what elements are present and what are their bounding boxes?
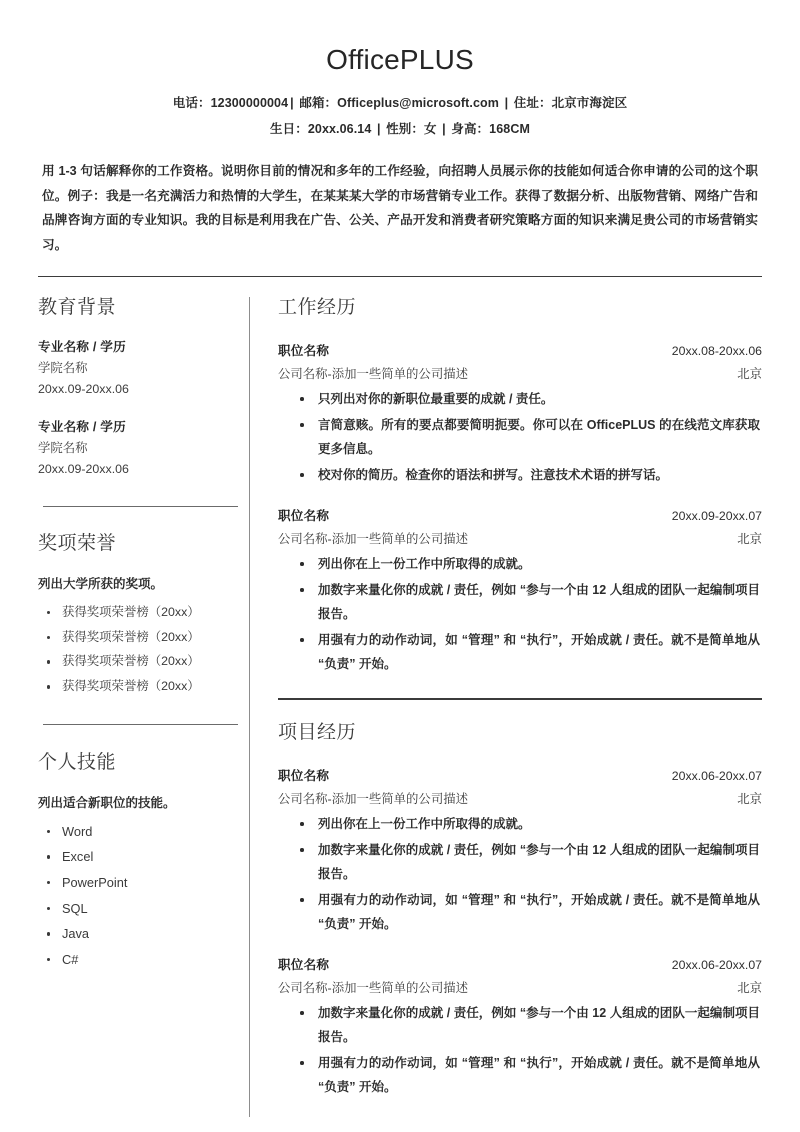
gender-value: 女 (423, 122, 437, 137)
contact-separator: | (290, 96, 294, 111)
work-entry (278, 340, 762, 487)
job-title: 职位名称 (278, 344, 330, 359)
header-divider (38, 276, 762, 277)
job-location: 北京 (737, 791, 762, 806)
job-date: 20xx.06-20xx.07 (671, 768, 762, 783)
gender-label: 性别： (386, 122, 424, 137)
project-bullets (278, 1001, 762, 1099)
job-title: 职位名称 (278, 768, 330, 783)
work-bullets (278, 387, 762, 487)
list-item: 列出你在上一份工作中所取得的成就。 (278, 812, 762, 836)
list-item: 获得奖项荣誉榜（20xx） (38, 600, 244, 625)
education-major: 专业名称 / 学历 (38, 420, 126, 435)
contact-line-primary (38, 93, 762, 111)
education-date: 20xx.09-20xx.06 (38, 382, 129, 397)
contact-separator: | (504, 96, 509, 111)
height-label: 身高： (451, 122, 490, 137)
list-item: C# (38, 947, 244, 973)
job-date: 20xx.08-20xx.06 (671, 344, 762, 359)
list-item: 只列出对你的新职位最重要的成就 / 责任。 (278, 387, 762, 411)
skills-lead: 列出适合新职位的技能。 (38, 795, 176, 810)
job-location: 北京 (737, 367, 762, 382)
summary-paragraph: 用 1-3 句话解释你的工作资格。说明你目前的情况和多年的工作经验，向招聘人员展示你的技能如何适合你申请的公司的这个职位。例子：我是一名充满活力和热情的大学生，在某某某大学的市场营销专业工作。获得了数据分析、出版物营销、网络广告和品牌咨询方面的专业知识。我的目标是利用我在广告、公关、产品开发和消费者研究策略方面的知识来满足贵公司的市场营销实习。 (42, 164, 758, 252)
job-date: 20xx.06-20xx.07 (671, 957, 762, 972)
list-item: 获得奖项荣誉榜（20xx） (38, 649, 244, 674)
job-title: 职位名称 (278, 509, 330, 524)
education-date: 20xx.09-20xx.06 (38, 462, 129, 477)
list-item: Word (38, 819, 244, 845)
work-entry-sub (278, 529, 762, 547)
work-bullets (278, 552, 762, 676)
section-title-skills: 个人技能 (38, 752, 117, 774)
work-entry-head (278, 505, 762, 524)
job-date: 20xx.09-20xx.07 (671, 509, 762, 524)
skills-list (38, 819, 244, 973)
email-label: 邮箱： (299, 96, 338, 111)
project-bullets (278, 812, 762, 936)
project-entry (278, 954, 762, 1099)
height-value: 168CM (489, 122, 530, 137)
phone-label: 电话： (172, 96, 211, 111)
section-title-work: 工作经历 (278, 297, 357, 319)
education-entry (38, 418, 244, 481)
project-entry (278, 765, 762, 936)
section-title-projects: 项目经历 (278, 722, 357, 744)
project-entry-head (278, 954, 762, 973)
job-location: 北京 (737, 980, 762, 995)
list-item: 校对你的简历。检查你的语法和拼写。注意技术术语的拼写话。 (278, 463, 762, 487)
awards-list (38, 600, 244, 699)
list-item: PowerPoint (38, 870, 244, 896)
education-school: 学院名称 (38, 440, 88, 455)
education-major: 专业名称 / 学历 (38, 340, 126, 355)
project-entry-head (278, 765, 762, 784)
list-item: SQL (38, 896, 244, 922)
contact-separator: | (376, 122, 381, 137)
main-content (250, 297, 762, 1117)
body-columns (38, 297, 762, 1117)
work-entry (278, 505, 762, 676)
address-label: 住址： (513, 96, 552, 111)
section-title-awards: 奖项荣誉 (38, 533, 117, 555)
address-value: 北京市海淀区 (551, 96, 628, 111)
education-school: 学院名称 (38, 360, 88, 375)
list-item: 获得奖项荣誉榜（20xx） (38, 674, 244, 699)
birthday-value: 20xx.06.14 (307, 122, 372, 137)
list-item: 加数字来量化你的成就 / 责任，例如 “参与一个由 12 人组成的团队一起编制项目报告。 (278, 838, 762, 886)
section-title-education: 教育背景 (38, 297, 117, 319)
job-company: 公司名称-添加一些简单的公司描述 (278, 367, 468, 382)
contact-separator: | (442, 122, 446, 137)
phone-value: 12300000004 (210, 96, 289, 111)
sidebar-divider-skills (43, 724, 238, 725)
education-entry (38, 338, 244, 401)
job-company: 公司名称-添加一些简单的公司描述 (278, 791, 468, 806)
list-item: Excel (38, 844, 244, 870)
project-entry-sub (278, 978, 762, 996)
project-entry-sub (278, 789, 762, 807)
birthday-label: 生日： (270, 122, 308, 137)
list-item: 用强有力的动作动词，如 “管理” 和 “执行”，开始成就 / 责任。就不是简单地从 “负责” 开始。 (278, 628, 762, 676)
list-item: 加数字来量化你的成就 / 责任，例如 “参与一个由 12 人组成的团队一起编制项目报告。 (278, 578, 762, 626)
list-item: 获得奖项荣誉榜（20xx） (38, 625, 244, 650)
job-company: 公司名称-添加一些简单的公司描述 (278, 532, 468, 547)
work-entry-sub (278, 364, 762, 382)
sidebar (38, 297, 244, 1117)
job-title: 职位名称 (278, 957, 330, 972)
contact-line-secondary (38, 119, 762, 137)
main-section-divider (278, 698, 762, 700)
awards-lead: 列出大学所获的奖项。 (38, 576, 164, 591)
list-item: 用强有力的动作动词，如 “管理” 和 “执行”，开始成就 / 责任。就不是简单地从 “负责” 开始。 (278, 888, 762, 936)
list-item: 加数字来量化你的成就 / 责任，例如 “参与一个由 12 人组成的团队一起编制项目报告。 (278, 1001, 762, 1049)
job-company: 公司名称-添加一些简单的公司描述 (278, 980, 468, 995)
email-value: Officeplus@microsoft.com (337, 96, 500, 111)
sidebar-divider-awards (43, 506, 238, 507)
list-item: 用强有力的动作动词，如 “管理” 和 “执行”，开始成就 / 责任。就不是简单地从 “负责” 开始。 (278, 1051, 762, 1099)
list-item: 列出你在上一份工作中所取得的成就。 (278, 552, 762, 576)
job-location: 北京 (737, 532, 762, 547)
list-item: 言简意赅。所有的要点都要简明扼要。你可以在 OfficePLUS 的在线范文库获取更多信息。 (278, 413, 762, 461)
work-entry-head (278, 340, 762, 359)
list-item: Java (38, 921, 244, 947)
page-title: OfficePLUS (326, 44, 474, 75)
